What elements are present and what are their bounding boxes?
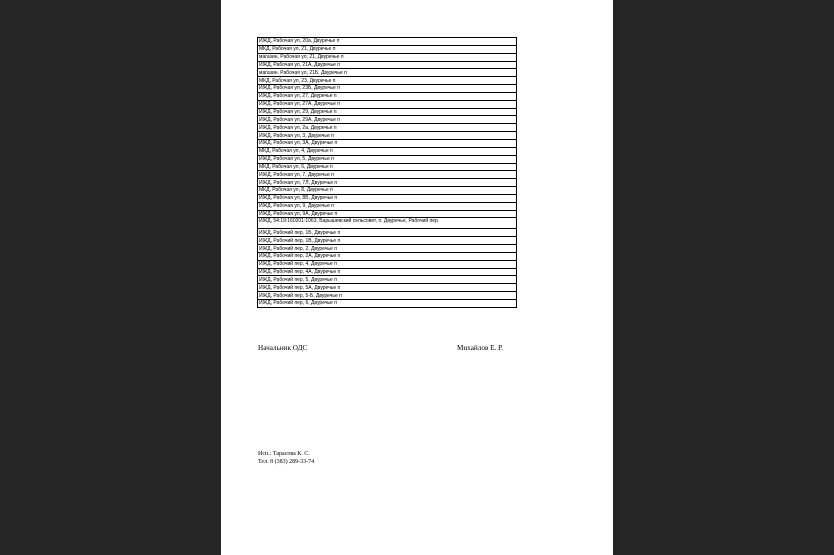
table-row bbox=[258, 194, 517, 202]
table-cell: МКД, Рабочая ул, 23, Двуречье п bbox=[258, 77, 517, 85]
table-cell: ИЖД, Рабочая ул, 3А, Двуречье п bbox=[258, 139, 517, 147]
table-row bbox=[258, 245, 517, 253]
table-row bbox=[258, 69, 517, 77]
table-cell: ИЖД, Рабочая ул, 20а, Двуречье п bbox=[258, 38, 517, 46]
signature-name: Михайлов Е. Р. bbox=[457, 344, 504, 352]
table-cell: ИЖД, Рабочая ул, 3, Двуречье п bbox=[258, 132, 517, 140]
table-cell: ИЖД, Рабочая ул, 27А, Двуречье п bbox=[258, 100, 517, 108]
table-cell: ИЖД, Рабочий пер, 1В, Двуречье п bbox=[258, 237, 517, 245]
table-row bbox=[258, 210, 517, 218]
table-cell: ИЖД, Рабочий пер, 2А, Двуречье п bbox=[258, 252, 517, 260]
table-cell: МКД, Рабочая ул, 8, Двуречье п bbox=[258, 187, 517, 195]
signature-title: Начальник ОДС bbox=[258, 344, 308, 352]
table-row bbox=[258, 38, 517, 46]
table-row bbox=[258, 202, 517, 210]
table-row bbox=[258, 179, 517, 187]
table-row bbox=[258, 132, 517, 140]
table-row bbox=[258, 163, 517, 171]
table-row bbox=[258, 171, 517, 179]
table-cell: ИЖД, Рабочий пер, 6, Двуречье п bbox=[258, 300, 517, 308]
table-row bbox=[258, 292, 517, 300]
table-cell: магазин, Рабочая ул, 21, Двуречье п bbox=[258, 53, 517, 61]
table-row bbox=[258, 187, 517, 195]
table-row bbox=[258, 147, 517, 155]
table-cell: МКД, Рабочая ул, 4, Двуречье п bbox=[258, 147, 517, 155]
table-row bbox=[258, 53, 517, 61]
table-cell: ИЖД, Рабочая ул, 9, Двуречье п bbox=[258, 202, 517, 210]
table-row bbox=[258, 284, 517, 292]
table-cell: ИЖД, Рабочая ул, 27, Двуречье п bbox=[258, 92, 517, 100]
executor-phone: Тел. 8 (383) 289-33-74 bbox=[258, 458, 315, 465]
table-row bbox=[258, 260, 517, 268]
table-row bbox=[258, 268, 517, 276]
address-table bbox=[257, 37, 517, 308]
table-cell: ИЖД, Рабочий пер, 2, Двуречье п bbox=[258, 245, 517, 253]
table-row bbox=[258, 108, 517, 116]
table-cell: ИЖД, Рабочая ул, 29, Двуречье п bbox=[258, 108, 517, 116]
executor-block bbox=[258, 451, 314, 466]
table-row bbox=[258, 85, 517, 93]
table-cell: ИЖД, Рабочая ул, 2а, Двуречье п bbox=[258, 124, 517, 132]
table-row bbox=[258, 252, 517, 260]
document-page bbox=[221, 0, 613, 555]
table-row bbox=[258, 45, 517, 53]
table-row bbox=[258, 92, 517, 100]
table-row bbox=[258, 229, 517, 237]
table-cell: МКД, Рабочая ул, 6, Двуречье п bbox=[258, 163, 517, 171]
table-cell: ИЖД, Рабочая ул, 23Б, Двуречье п bbox=[258, 85, 517, 93]
table-cell: ИЖД, Рабочая ул, 8Б, Двуречье п bbox=[258, 194, 517, 202]
table-row bbox=[258, 276, 517, 284]
table-row bbox=[258, 155, 517, 163]
table-cell: ИЖД, Рабочий пер, 5-Б, Двуречье п bbox=[258, 292, 517, 300]
table-row bbox=[258, 100, 517, 108]
table-cell: ИЖД, 54:19:160201:1063, Барышевский сельсовет, п. Двуречье, Рабочий пер. bbox=[258, 218, 517, 229]
table-row bbox=[258, 237, 517, 245]
table-row bbox=[258, 116, 517, 124]
table-cell: ИЖД, Рабочий пер, 5А, Двуречье п bbox=[258, 284, 517, 292]
table-cell: ИЖД, Рабочий пер, 4А, Двуречье п bbox=[258, 268, 517, 276]
table-cell: ИЖД, Рабочая ул, 29А, Двуречье п bbox=[258, 116, 517, 124]
table-cell: ИЖД, Рабочая ул, 7Л, Двуречье п bbox=[258, 179, 517, 187]
table-row bbox=[258, 61, 517, 69]
table-cell: МКД, Рабочая ул, 21, Двуречье п bbox=[258, 45, 517, 53]
table-cell: ИЖД, Рабочая ул, 9А, Двуречье п bbox=[258, 210, 517, 218]
table-cell: ИЖД, Рабочая ул, 21А, Двуречье п bbox=[258, 61, 517, 69]
table-cell: ИЖД, Рабочий пер, 4, Двуречье п bbox=[258, 260, 517, 268]
table-row bbox=[258, 300, 517, 308]
table-cell: ИЖД, Рабочий пер, 1Б, Двуречье п bbox=[258, 229, 517, 237]
table-cell: ИЖД, Рабочий пер, 5, Двуречье п bbox=[258, 276, 517, 284]
table-cell: ИЖД, Рабочая ул, 7, Двуречье п bbox=[258, 171, 517, 179]
table-cell: магазин, Рабочая ул, 21Б, Двуречье п bbox=[258, 69, 517, 77]
table-row bbox=[258, 77, 517, 85]
executor-name: Исп.: Тарасова К. С. bbox=[258, 451, 310, 457]
table-row bbox=[258, 218, 517, 229]
table-row bbox=[258, 139, 517, 147]
table-row bbox=[258, 124, 517, 132]
table-cell: ИЖД, Рабочая ул, 5, Двуречье п bbox=[258, 155, 517, 163]
